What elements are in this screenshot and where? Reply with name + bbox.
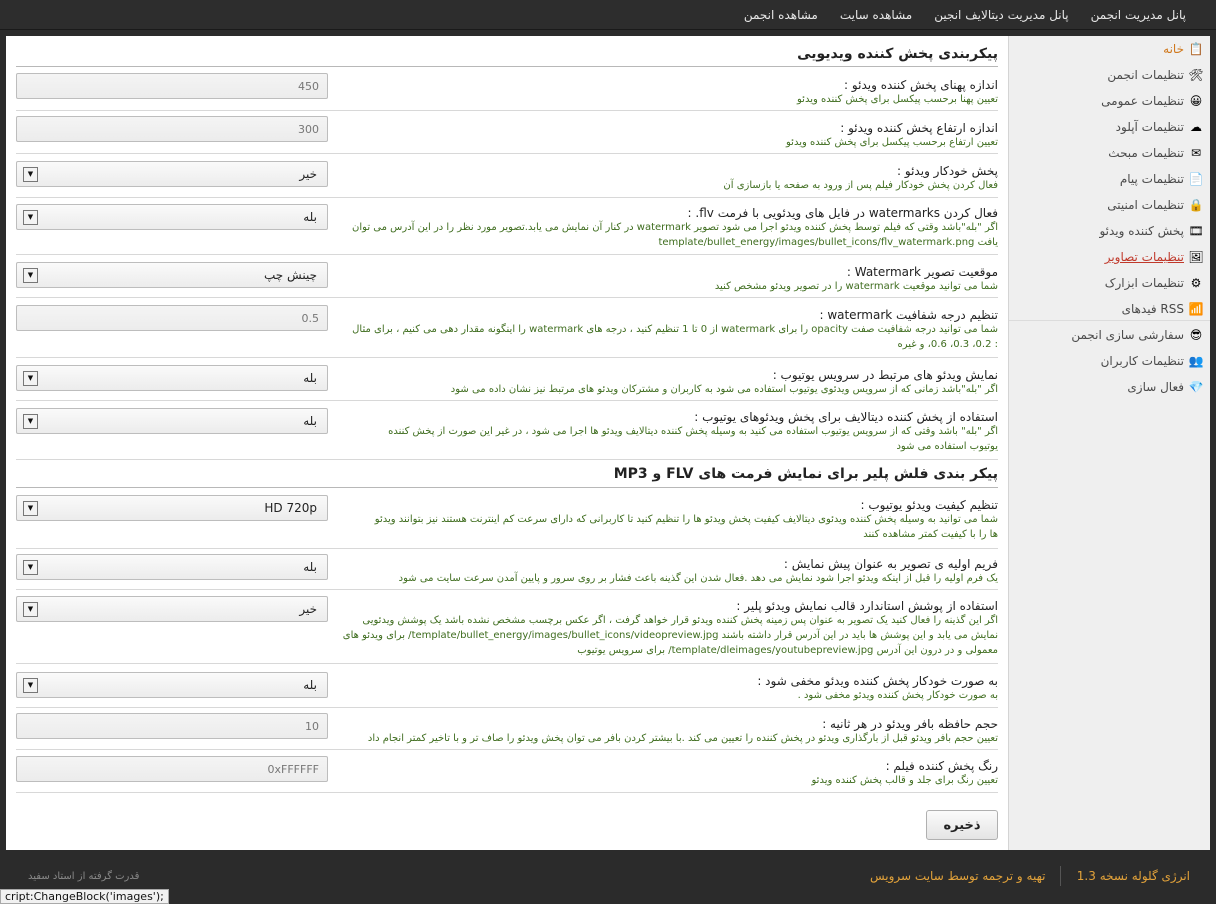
setting-label: استفاده از پخش کننده دیتالایف برای پخش ویدئوهای یوتیوب : [694,410,998,424]
sidebar-item-users[interactable] [1101,351,1204,371]
sidebar-item-film[interactable] [1099,221,1204,241]
setting-text-input[interactable]: 0xFFFFFF [16,756,328,782]
topic-icon: ✉ [1190,146,1202,160]
sidebar-item-label: تنظیمات عمومی [1101,94,1184,108]
setting-description: : 0.2، 0.3، 0.6، و غیره [897,339,998,350]
setting-description: یوتیوب استفاده می شود [896,441,998,452]
sidebar-item-label: تنظیمات تصاویر [1104,250,1184,264]
sidebar-item-label: تنظیمات کاربران [1100,354,1184,368]
row-divider [16,792,998,793]
sidebar [1008,36,1210,850]
setting-label: پخش خودکار ویدئو : [897,164,998,178]
setting-description: یافت template/bullet_energy/images/bullet_icons/flv_watermark.png [658,237,998,248]
section-title-video-config: پیکربندی پخش کننده ویدیویی [797,46,998,62]
sidebar-item-widget[interactable] [1105,273,1204,293]
setting-description: تعیین ارتفاع برحسب پیکسل برای پخش کننده ویدئو [786,137,998,148]
row-divider [16,749,998,750]
security-icon: 🔒 [1188,198,1204,212]
widget-icon: ⚙ [1190,276,1202,290]
sidebar-item-tools[interactable] [1107,65,1204,85]
footer-separator [1060,866,1061,886]
upload-icon: ☁ [1190,120,1202,134]
setting-description: اگر "بله"باشد زمانی که از سرویس ویدئوی یوتیوب استفاده می شود به کاربران و مشترکان ویدئو های مرتبط نیز نشان داده می شود [450,384,998,395]
setting-label: استفاده از پوشش استاندارد قالب نمایش ویدئو پلیر : [736,599,998,613]
setting-description: معمولی و در درون این آدرس template/dleimages/youtubepreview.jpg/ برای سرویس یوتیوب [577,645,998,656]
row-divider [16,459,998,460]
select-value: بله [303,560,317,574]
tools-icon: 🛠 [1188,68,1204,82]
save-button[interactable]: ذخیره [926,810,998,840]
setting-select[interactable] [16,365,328,391]
row-divider [16,357,998,358]
setting-label: نمایش ویدئو های مرتبط در سرویس یوتیوب : [772,368,998,382]
image-icon: 🖼 [1188,250,1204,264]
dropdown-arrow-icon[interactable]: ▼ [23,602,38,617]
sidebar-item-activation[interactable] [1127,377,1204,397]
customize-icon: 😎 [1189,328,1203,342]
nav-view-forum[interactable]: مشاهده انجمن [743,8,818,22]
setting-label: موقعیت تصویر Watermark : [846,265,998,279]
nav-forum-admin-panel[interactable]: پانل مدیریت انجمن [1090,8,1186,22]
select-value: بله [303,371,317,385]
setting-select[interactable] [16,672,328,698]
setting-description: شما می توانید موقعیت watermark را در تصویر ویدئو مشخص کنید [714,281,998,292]
setting-description: شما می توانید به وسیله پخش کننده ویدئوی دیتالایف کیفیت پخش ویدئو ها را تنظیم کنید تا کاربرانی که دارای سرعت کم اینترنت هستند نیز بتوانند ویدئو [374,514,998,525]
status-bar-tooltip: cript:ChangeBlock('images'); [0,889,169,904]
sidebar-item-topic[interactable] [1108,143,1204,163]
nav-datalife-admin-panel[interactable]: پانل مدیریت دیتالایف انجین [934,8,1069,22]
setting-select[interactable] [16,554,328,580]
message-icon: 📄 [1188,172,1204,186]
setting-select[interactable] [16,262,328,288]
sidebar-item-label: تنظیمات مبحث [1108,146,1184,160]
nav-view-site[interactable]: مشاهده سایت [839,8,913,22]
sidebar-item-security[interactable] [1107,195,1204,215]
sidebar-divider [1009,320,1210,321]
setting-text-input[interactable]: 300 [16,116,328,142]
setting-label: فعال کردن watermarks در فایل های ویدئویی با فرمت flv. : [687,206,998,220]
setting-description: اگر "بله" باشد وقتی که از سرویس یوتیوب استفاده می کنید به وسیله پخش کننده دیتالایف ویدئو ها اجرا می شود ، در غیر این صورت از پخش کننده [388,426,998,437]
row-divider [16,110,998,111]
rss-icon: 📶 [1188,302,1204,316]
sidebar-item-label: سفارشی سازی انجمن [1071,328,1184,342]
setting-select[interactable] [16,204,328,230]
row-divider [16,589,998,590]
row-divider [16,197,998,198]
footer-powered-by: قدرت گرفته از استاد سفید [28,871,140,882]
setting-label: تنظیم درجه شفافیت watermark : [819,308,998,322]
top-nav [744,0,1186,30]
sidebar-item-label: فعال سازی [1127,380,1184,394]
setting-description: ها را با کیفیت کمتر مشاهده کنند [863,529,998,540]
dropdown-arrow-icon[interactable]: ▼ [23,501,38,516]
setting-select[interactable] [16,596,328,622]
setting-label: حجم حافظه بافر ویدئو در هر ثانیه : [822,717,998,731]
section-title-flash-player: پیکر بندی فلش پلیر برای نمایش فرمت های FLV و MP3 [613,466,998,482]
sidebar-item-label: تنظیمات پیام [1119,172,1184,186]
general-settings-icon: 😀 [1189,94,1203,108]
footer-translation-credit[interactable]: تهیه و ترجمه توسط سایت سرویس [870,869,1046,883]
setting-description: یک فرم اولیه را قبل از اینکه ویدئو اجرا شود نمایش می دهد .فعال شدن این گذینه باعث فشار بر روی سرور و پایین آمدن سرعت سایت می شود [398,573,998,584]
sidebar-item-home[interactable] [1163,39,1204,59]
dropdown-arrow-icon[interactable]: ▼ [23,371,38,386]
dropdown-arrow-icon[interactable]: ▼ [23,560,38,575]
sidebar-item-label: خانه [1163,42,1184,56]
settings-form [6,36,1008,850]
setting-description: تعیین حجم بافر ویدئو قبل از بارگذاری ویدئو در پخش کننده را تعیین می کند .با بیشتر کردن بافر می توان پخش ویدئو را صاف تر و با تاخیر کمتر انجام داد [367,733,998,744]
dropdown-arrow-icon[interactable]: ▼ [23,167,38,182]
sidebar-item-customize[interactable] [1071,325,1204,345]
setting-select[interactable] [16,495,328,521]
setting-description: به صورت خودکار پخش کننده ویدئو مخفی شود . [797,690,998,701]
setting-text-input[interactable]: 450 [16,73,328,99]
select-value: خیر [299,167,317,181]
setting-description: تعیین پهنا برحسب پیکسل برای پخش کننده ویدئو [797,94,998,105]
footer-version: انرژی گلوله نسخه 1.3 [1076,869,1190,883]
top-bar [0,0,1216,30]
users-icon: 👥 [1188,354,1204,368]
select-value: بله [303,210,317,224]
setting-description: فعال کردن پخش خودکار فیلم پس از ورود به صفحه یا بازسازی آن [723,180,998,191]
row-divider [16,707,998,708]
setting-label: فریم اولیه ی تصویر به عنوان پیش نمایش : [783,557,998,571]
setting-label: اندازه ارتفاع پخش کننده ویدئو : [840,121,998,135]
select-value: چینش چپ [264,268,317,282]
row-divider [16,254,998,255]
setting-text-input[interactable]: 0.5 [16,305,328,331]
sidebar-item-message[interactable] [1120,169,1204,189]
sidebar-item-label: تنظیمات امنیتی [1107,198,1184,212]
setting-select[interactable] [16,408,328,434]
dropdown-arrow-icon[interactable]: ▼ [23,678,38,693]
setting-description: اگر "بله"باشد وقتی که فیلم توسط پخش کننده ویدئو اجرا می شود تصویر watermark در کنار آن نمایش می یابد.تصویر مورد نظر را در این آدرس می توان [352,222,998,233]
divider [16,487,998,488]
dropdown-arrow-icon[interactable]: ▼ [23,210,38,225]
row-divider [16,663,998,664]
sidebar-item-image[interactable] [1105,247,1204,267]
setting-description: تعیین رنگ برای جلد و قالب پخش کننده ویدئو [811,775,998,786]
activation-icon: 💎 [1188,380,1204,394]
setting-label: رنگ پخش کننده فیلم : [885,759,998,773]
setting-description: شما می توانید درجه شفافیت صفت opacity را برای watermark از 0 تا 1 تنظیم کنید ، درجه های watermark را اینگونه مقدار دهی می کنیم ، برای مثال [352,324,998,335]
sidebar-item-label: تنظیمات انجمن [1107,68,1184,82]
dropdown-arrow-icon[interactable]: ▼ [23,268,38,283]
select-value: خیر [299,602,317,616]
row-divider [16,297,998,298]
setting-description: نمایش می یابد و این پوشش ها باید در این آدرس قرار داشته باشند template/bullet_energy/images/bullet_icons/videopreview.jpg/ برای ویدئو های [342,630,998,641]
row-divider [16,400,998,401]
main-container [6,36,1210,850]
home-icon: 📋 [1188,42,1204,56]
select-value: HD 720p [264,501,317,515]
select-value: بله [303,414,317,428]
setting-label: اندازه پهنای پخش کننده ویدئو : [844,78,998,92]
sidebar-item-label: فیدهای RSS [1121,302,1184,316]
sidebar-item-general-settings[interactable] [1101,91,1204,111]
setting-text-input[interactable]: 10 [16,713,328,739]
sidebar-item-label: تنظیمات آپلود [1115,120,1184,134]
sidebar-item-label: پخش کننده ویدئو [1099,224,1184,238]
sidebar-item-label: تنظیمات ابزارک [1104,276,1184,290]
setting-label: به صورت خودکار پخش کننده ویدئو مخفی شود : [757,674,998,688]
setting-label: تنظیم کیفیت ویدئو یوتیوب : [860,498,998,512]
select-value: بله [303,678,317,692]
row-divider [16,548,998,549]
setting-select[interactable] [16,161,328,187]
divider [16,66,998,67]
sidebar-item-rss[interactable] [1122,299,1204,319]
row-divider [16,153,998,154]
film-icon: 🎞 [1188,224,1204,238]
sidebar-item-upload[interactable] [1116,117,1204,137]
dropdown-arrow-icon[interactable]: ▼ [23,414,38,429]
setting-description: اگر این گذینه را فعال کنید یک تصویر به عنوان پس زمینه پخش کننده ویدئو قرار خواهد گرفت ، اگر عکس برچسب مشخص نشده باشد یک پوشش ویدئویی [362,615,998,626]
